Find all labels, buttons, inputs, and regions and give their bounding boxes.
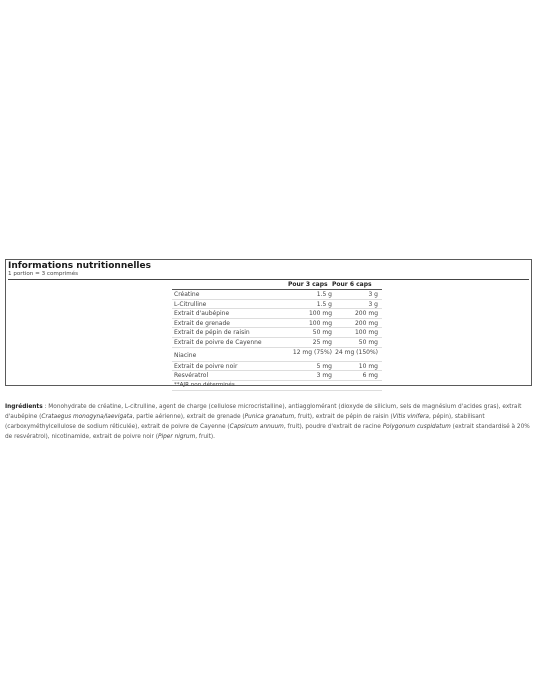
nutrition-title: Informations nutritionnelles	[8, 261, 151, 271]
table-row	[172, 300, 382, 310]
table-row	[172, 362, 382, 372]
value-3-caps: 3 mg	[316, 372, 332, 380]
table-row	[172, 371, 382, 381]
value-6-caps: 3 g	[368, 300, 378, 308]
value-6-caps: 200 mg	[354, 319, 378, 327]
value-3-caps: 5 mg	[316, 362, 332, 370]
nutrient-name: Extrait de poivre de Cayenne	[174, 338, 262, 346]
ingredients-label: Ingrédients	[5, 404, 43, 410]
table-header	[172, 280, 382, 290]
table-footnote-row	[172, 381, 382, 391]
value-3-caps: 100 mg	[308, 310, 332, 318]
value-3-caps: 1.5 g	[316, 300, 332, 308]
latin-name: Crataegus monogyna/laevigata	[41, 414, 133, 420]
nutrient-name: L-Citrulline	[174, 300, 207, 308]
table-row	[172, 348, 382, 362]
latin-name: Capsicum annuum	[229, 424, 284, 430]
latin-name: Polygonum cuspidatum	[382, 424, 451, 430]
nutrient-name: Extrait de poivre noir	[174, 362, 238, 370]
table-row	[172, 290, 382, 300]
value-3-caps: 25 mg	[312, 338, 332, 346]
nutrient-name: Extrait d'aubépine	[174, 310, 230, 318]
ingredients-part: (extrait standardisé à 20% de resvératrol), nicotinamide, extrait de poivre noir (	[5, 424, 530, 440]
ingredients-part: , partie aérienne), extrait de grenade (	[132, 414, 245, 420]
ingredients-part: , fruit), extrait de pépin de raisin (	[294, 414, 393, 420]
value-6-caps: 10 mg	[358, 362, 378, 370]
value-3-caps: 50 mg	[312, 329, 332, 337]
nutrient-name: Extrait de pépin de raisin	[174, 329, 250, 337]
column-header-3-caps: Pour 3 caps	[288, 281, 328, 288]
nutrient-name: Niacine	[174, 351, 197, 359]
nutrition-table	[172, 280, 382, 391]
column-header-6-caps: Pour 6 caps	[332, 281, 372, 288]
value-3-caps: 12 mg (75%)	[292, 348, 332, 356]
latin-name: Vitis vinifera	[392, 414, 429, 420]
latin-name: Punica granatum	[244, 414, 295, 420]
value-3-caps: 100 mg	[308, 319, 332, 327]
latin-name: Piper nigrum	[157, 434, 196, 440]
ingredients-part: : Monohydrate de créatine, L-citrulline, agent de charge (cellulose microcristalline), antiagglomérant (dioxyde de silicium, sels de magnésium d'acides gras), extrait d'aubépine (	[5, 404, 522, 420]
nutrition-panel	[5, 259, 532, 386]
table-row	[172, 328, 382, 338]
table-row	[172, 309, 382, 319]
nutrient-name: Resvératrol	[174, 372, 209, 380]
value-3-caps: 1.5 g	[316, 291, 332, 298]
ingredients-part: , fruit).	[195, 434, 216, 440]
table-row	[172, 338, 382, 348]
value-6-caps: 100 mg	[354, 329, 378, 337]
footnote: **AJR non déterminés	[174, 381, 235, 388]
value-6-caps: 24 mg (150%)	[335, 348, 378, 356]
nutrient-name: Créatine	[174, 291, 200, 298]
value-6-caps: 6 mg	[362, 372, 378, 380]
value-6-caps: 200 mg	[354, 310, 378, 318]
ingredients-text	[5, 402, 535, 442]
table-row	[172, 319, 382, 329]
serving-size: 1 portion = 3 comprimés	[8, 271, 79, 277]
nutrient-name: Extrait de grenade	[174, 319, 230, 327]
ingredients-part: , pépin), stabilisant (carboxyméthylcellulose de sodium réticulée), extrait de poivre de Cayenne (	[5, 414, 485, 430]
ingredients-part: , fruit), poudre d'extrait de racine	[283, 424, 383, 430]
value-6-caps: 50 mg	[358, 338, 378, 346]
value-6-caps: 3 g	[368, 291, 378, 298]
